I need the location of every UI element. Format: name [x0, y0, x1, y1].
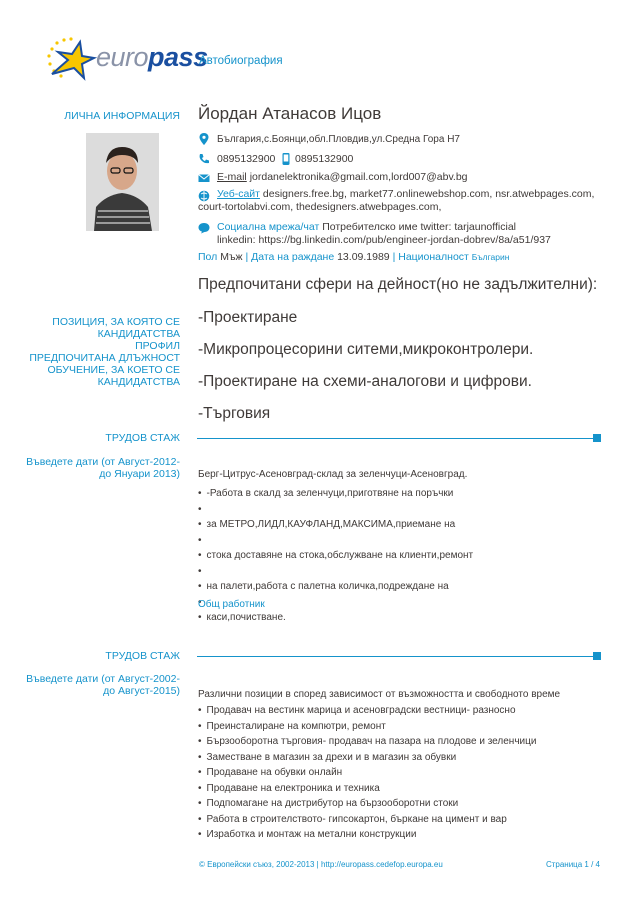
- work-experience-label: ТРУДОВ СТАЖ: [105, 432, 180, 444]
- logo-euro: euro: [96, 42, 149, 72]
- list-item: • за МЕТРО,ЛИДЛ,КАУФЛАНД,МАКСИМА,приемане на: [198, 517, 578, 533]
- preference-item: -Проектиране на схеми-аналогови и цифрови.: [198, 373, 532, 390]
- chat-bubble-icon: [198, 222, 210, 234]
- footer-page-number: Страница 1 / 4: [545, 860, 600, 869]
- social-line2[interactable]: linkedin: https://bg.linkedin.com/pub/engineer-jordan-dobrev/8a/a51/937: [217, 234, 551, 246]
- social-label: Социална мрежа/чат: [217, 221, 320, 233]
- social-line1: Потребителско име twitter: tarjaunofficial: [322, 221, 516, 233]
- personal-info-label: ЛИЧНА ИНФОРМАЦИЯ: [64, 110, 180, 122]
- mobile-icon: [281, 153, 291, 165]
- logo-pass: pass: [148, 42, 208, 72]
- list-item: • на палети,работа с палетна количка,подреждане на: [198, 579, 578, 595]
- work-experience-label: ТРУДОВ СТАЖ: [105, 650, 180, 662]
- personal-details-row: [198, 251, 509, 264]
- footer-copyright[interactable]: © Европейски съюз, 2002-2013 | http://europass.cedefop.europa.eu: [199, 860, 443, 869]
- list-item: • Продаване на електроника и техника: [198, 781, 588, 797]
- preferences-heading: Предпочитани сфери на дейност(но не задължителни):: [198, 276, 598, 293]
- location-pin-icon: [198, 133, 210, 145]
- list-item: [198, 502, 578, 518]
- person-photo-icon: [86, 133, 159, 231]
- sex-label: Пол: [198, 251, 218, 263]
- separator: |: [392, 251, 396, 263]
- preference-item: -Проектиране: [198, 309, 298, 326]
- applicant-name: Йордан Атанасов Ицов: [198, 104, 382, 123]
- list-item: • стока доставяне на стока,обслужване на клиенти,ремонт: [198, 548, 578, 564]
- list-item: • Продаване на обувки онлайн: [198, 765, 588, 781]
- list-item: • Изработка и монтаж на метални конструкции: [198, 827, 588, 843]
- phone: 0895132900: [217, 153, 276, 165]
- separator: |: [245, 251, 249, 263]
- section-marker: [593, 434, 601, 442]
- list-item: • Бързооборотна търговия- продавач на пазара на плодове и зеленчици: [198, 734, 588, 750]
- work-dates: Въведете дати (от Август-2002- до Август-2015): [26, 673, 180, 697]
- work-role: Общ работник: [198, 599, 265, 610]
- email-value[interactable]: jordanelektronika@gmail.com,lord007@abv.bg: [249, 171, 468, 183]
- nationality-label: Националност: [398, 251, 469, 263]
- preference-item: -Търговия: [198, 405, 271, 422]
- list-item: • Продавач на вестинк марица и асеновградски вестници- разносно: [198, 703, 588, 719]
- email-label: E-mail: [217, 171, 247, 183]
- website-line1[interactable]: designers.free.bg, market77.onlinewebshop.com, nsr.atwebpages.com,: [262, 188, 595, 200]
- work-title: Различни позиции в според зависимост от възможността и свободното време: [198, 689, 561, 700]
- section-divider: [197, 438, 593, 439]
- dob-value: 13.09.1989: [337, 251, 390, 263]
- list-item: [198, 564, 578, 580]
- preference-item: -Микропроцесорини ситеми,микроконтролери.: [198, 341, 534, 358]
- nationality-value: Българин: [471, 252, 510, 262]
- mobile: 0895132900: [295, 153, 354, 165]
- position-label: ПОЗИЦИЯ, ЗА КОЯТО СЕ КАНДИДАТСТВА ПРОФИЛ ПРЕДПОЧИТАНА ДЛЪЖНОСТ ОБУЧЕНИЕ, ЗА КОЕТО СЕ КАНДИДАТСТВА: [29, 316, 180, 388]
- europass-logo: [38, 34, 208, 84]
- list-item: • Подпомагане на дистрибутор на бързооборотни стоки: [198, 796, 588, 812]
- website-line2[interactable]: court-tortolabvi.com, thedesigners.atwebpages.com,: [198, 201, 442, 213]
- list-item: • Заместване в магазин за дрехи и в магазин за обувки: [198, 750, 588, 766]
- address: България,с.Боянци,обл.Пловдив,ул.Средна Гора Н7: [217, 134, 460, 145]
- list-item: • -Работа в скалд за зеленчуци,приготвяне на поръчки: [198, 486, 578, 502]
- phone-icon: [198, 153, 210, 165]
- website-label: Уеб-сайт: [217, 188, 260, 200]
- doc-title: Автобиография: [199, 55, 283, 67]
- email-icon: [198, 172, 210, 184]
- dob-label: Дата на раждане: [251, 251, 335, 263]
- list-item: • Работа в строителството- гипсокартон, бъркане на цимент и вар: [198, 812, 588, 828]
- section-marker: [593, 652, 601, 660]
- list-item: • Преинсталиране на компютри, ремонт: [198, 719, 588, 735]
- work-bullets: [198, 703, 588, 843]
- list-item: [198, 533, 578, 549]
- sex-value: Мъж: [220, 251, 243, 263]
- work-dates: Въведете дати (от Август-2012- до Януари 2013): [26, 456, 180, 480]
- section-divider: [197, 656, 593, 657]
- list-item: • каси,почистване.: [198, 610, 578, 626]
- profile-photo: [86, 133, 159, 231]
- work-title: Берг-Цитрус-Асеновград-склад за зеленчуци-Асеновград.: [198, 469, 468, 480]
